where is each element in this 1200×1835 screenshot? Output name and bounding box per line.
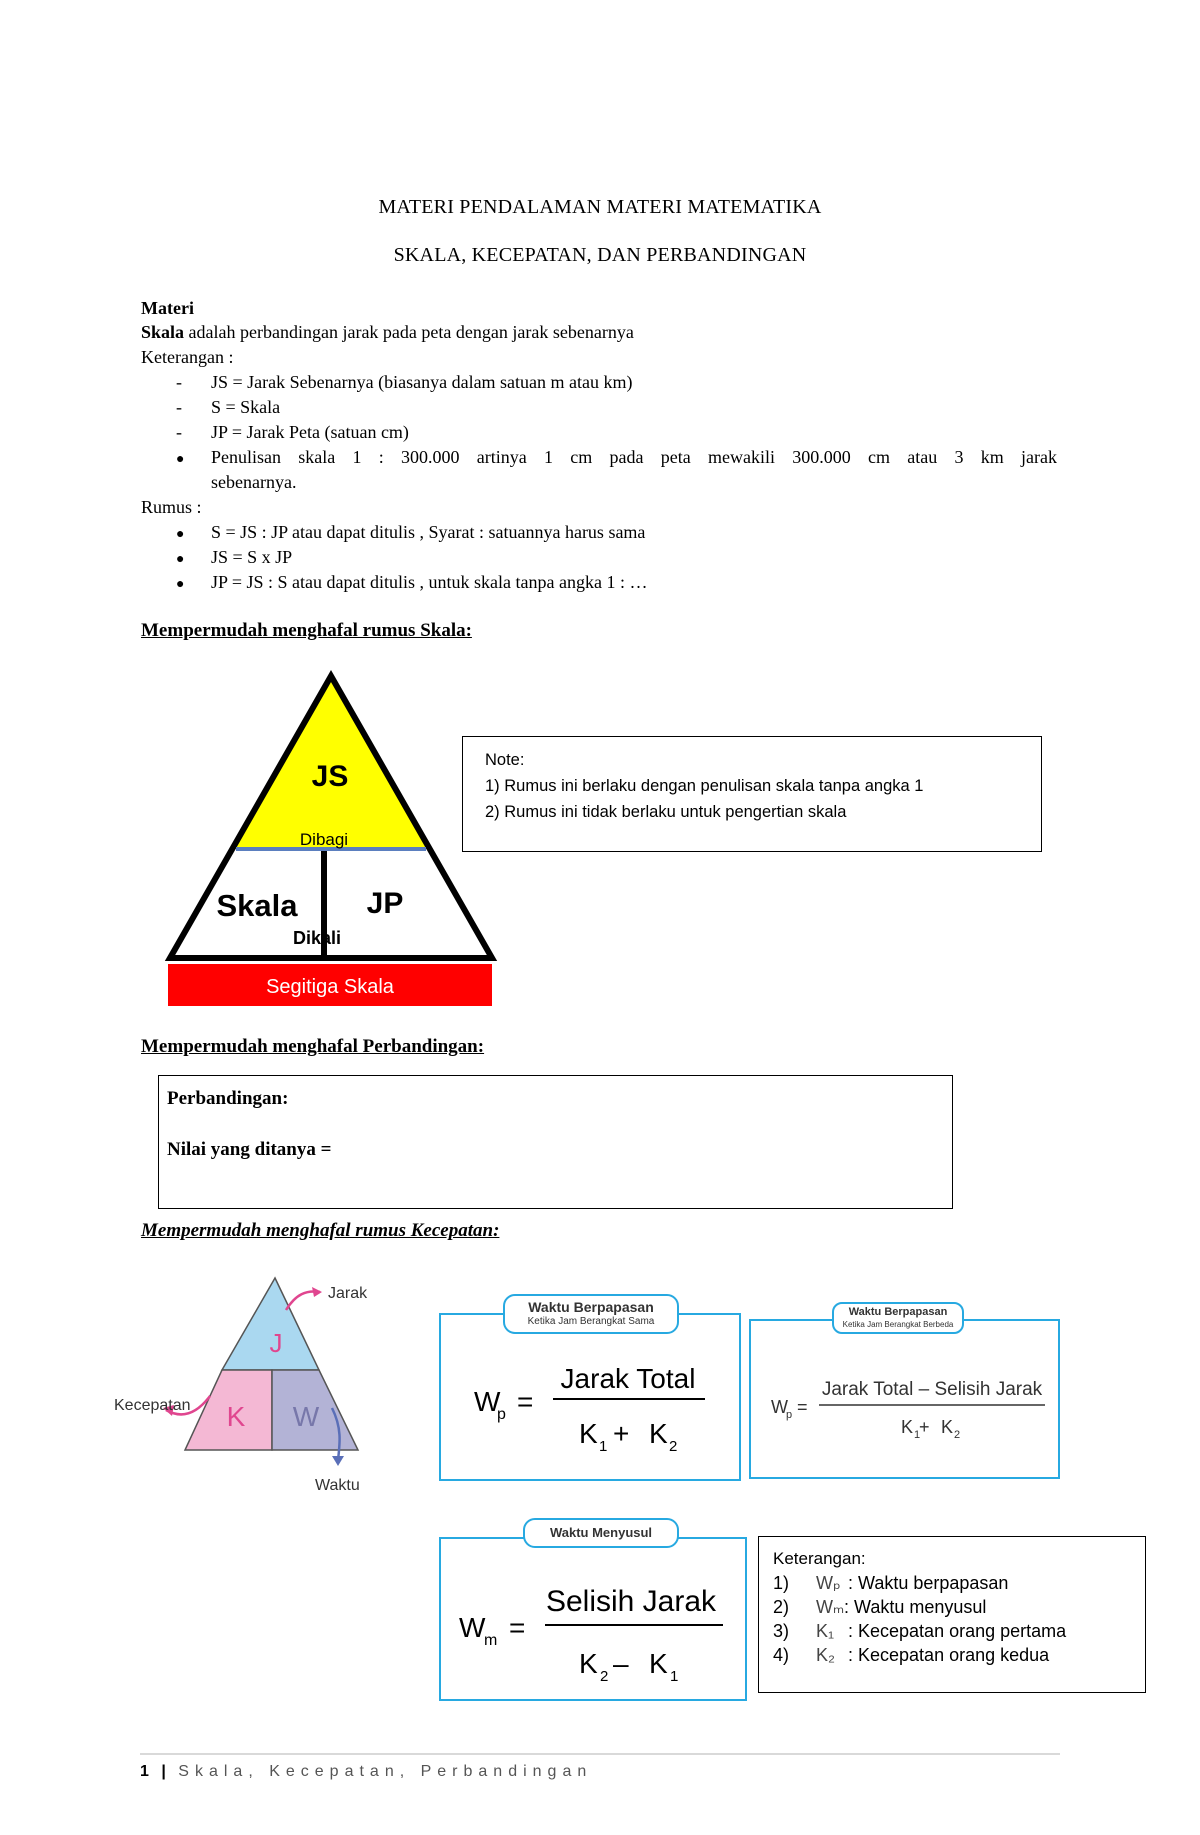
formula-lhs-sub: p: [786, 1409, 793, 1421]
label-kecepatan: Kecepatan: [114, 1397, 191, 1414]
triangle-banner-label: Segitiga Skala: [266, 976, 394, 998]
triangle-label-dikali: Dikali: [292, 928, 342, 948]
bullet-marker: ●: [176, 552, 185, 567]
footer-text: Skala, Kecepatan, Perbandingan: [178, 1763, 593, 1780]
section-heading-skala: Mempermudah menghafal rumus Skala:: [141, 620, 472, 641]
pill-title: Waktu Berpapasan: [528, 1299, 654, 1315]
keterangan-item: 1) Wₚ : Waktu berpapasan: [773, 1573, 1009, 1593]
formula-lhs: W: [474, 1386, 501, 1417]
note-item: 2) Rumus ini tidak berlaku untuk pengertian skala: [485, 803, 847, 821]
formula-pill-menyusul: [523, 1518, 679, 1548]
formula-den-a-sub: 1: [599, 1438, 608, 1455]
triangle-label-w: W: [292, 1401, 320, 1432]
formula-numerator: Jarak Total – Selisih Jarak: [821, 1379, 1043, 1400]
formula-den-a-sub: 2: [600, 1668, 609, 1685]
keterangan-label: Keterangan :: [141, 347, 234, 367]
dash-marker: -: [176, 422, 182, 442]
pill-title: Waktu Menyusul: [549, 1525, 653, 1540]
section-heading-perbandingan: Mempermudah menghafal Perbandingan:: [141, 1036, 485, 1057]
label-jarak: Jarak: [328, 1285, 368, 1302]
perbandingan-line: Nilai yang ditanya =: [167, 1139, 332, 1160]
list-item: [0, 370, 1200, 395]
list-item: [0, 520, 1200, 545]
definition-text: adalah perbandingan jarak pada peta dengan jarak sebenarnya: [184, 322, 634, 342]
rumus-label: Rumus :: [141, 497, 202, 517]
equals-sign: =: [797, 1397, 808, 1417]
formula-den-op: +: [613, 1418, 630, 1449]
equals-sign: =: [509, 1612, 526, 1643]
formula-berpapasan-berbeda: [751, 1321, 1058, 1477]
section-heading-kecepatan: Mempermudah menghafal rumus Kecepatan:: [141, 1220, 500, 1241]
triangle-label-j: J: [269, 1328, 283, 1358]
footer-rule: [140, 1753, 1060, 1755]
keterangan-box: [758, 1536, 1146, 1693]
pill-subtitle: Ketika Jam Berangkat Berbeda: [842, 1320, 954, 1329]
dash-marker: -: [176, 372, 182, 392]
list-item: [0, 545, 1200, 570]
definition-term: Skala: [141, 322, 185, 342]
perbandingan-title: Perbandingan:: [167, 1088, 289, 1109]
skala-definition: [141, 320, 634, 345]
document-subtitle: SKALA, KECEPATAN, DAN PERBANDINGAN: [393, 244, 807, 266]
note-title: Note:: [485, 751, 525, 769]
document-title: MATERI PENDALAMAN MATERI MATEMATIKA: [378, 196, 822, 218]
label-waktu: Waktu: [315, 1477, 360, 1494]
note-line: sebenarnya.: [211, 472, 297, 492]
list-item: [0, 420, 1200, 445]
formula-den-a: K: [579, 1418, 598, 1449]
formula-numerator: Jarak Total: [560, 1363, 696, 1394]
formula-menyusul: [441, 1539, 745, 1699]
list-item: [0, 570, 1200, 595]
triangle-label-js: JS: [311, 760, 349, 793]
list-item-text: S = JS : JP atau dapat ditulis , Syarat : satuannya harus sama: [211, 522, 646, 542]
keterangan-item: 3) K₁ : Kecepatan orang pertama: [773, 1621, 1067, 1641]
formula-den-op: +: [919, 1417, 930, 1437]
formula-pill-berpapasan-berbeda: [832, 1302, 964, 1334]
formula-den-b: K: [649, 1648, 668, 1679]
keterangan-item: 2) Wₘ: Waktu menyusul: [773, 1597, 987, 1617]
arrow-head: [312, 1287, 322, 1297]
list-item: [0, 395, 1200, 420]
footer: [140, 1763, 592, 1781]
keterangan-title: Keterangan:: [773, 1549, 866, 1568]
equals-sign: =: [517, 1386, 534, 1417]
list-item-text: JS = Jarak Sebenarnya (biasanya dalam satuan m atau km): [211, 372, 633, 392]
list-item-text: S = Skala: [211, 397, 281, 417]
formula-den-b: K: [941, 1417, 954, 1437]
formula-den-a-sub: 1: [914, 1429, 921, 1441]
skala-triangle-diagram: [160, 668, 505, 1013]
page-number: 1: [140, 1763, 151, 1780]
note-line: Penulisan skala 1 : 300.000 artinya 1 cm pada peta mewakili 300.000 cm atau 3 km jarak: [211, 447, 1057, 467]
pill-title: Waktu Berpapasan: [848, 1306, 948, 1318]
triangle-label-k: K: [226, 1401, 246, 1432]
formula-den-b-sub: 2: [954, 1429, 961, 1441]
formula-lhs-sub: p: [497, 1406, 506, 1423]
formula-den-b-sub: 2: [669, 1438, 678, 1455]
triangle-label-dibagi: Dibagi: [299, 830, 349, 849]
formula-lhs: W: [459, 1612, 486, 1643]
list-item-text: JP = JS : S atau dapat ditulis , untuk skala tanpa angka 1 : …: [211, 572, 648, 592]
kecepatan-triangle-diagram: [110, 1268, 380, 1508]
formula-box-berpapasan-berbeda: [749, 1319, 1060, 1479]
dash-marker: -: [176, 397, 182, 417]
formula-numerator: Selisih Jarak: [545, 1585, 717, 1618]
list-item-text: JS = S x JP: [211, 547, 293, 567]
footer-separator: |: [161, 1763, 168, 1780]
bullet-marker: ●: [176, 577, 185, 592]
formula-box-berpapasan-sama: [439, 1313, 741, 1481]
materi-heading: Materi: [141, 298, 194, 318]
formula-berpapasan-sama: [441, 1315, 739, 1479]
list-item: [0, 445, 1200, 495]
arrow-head: [332, 1456, 344, 1466]
formula-lhs-sub: m: [484, 1632, 498, 1649]
perbandingan-box: [158, 1075, 953, 1209]
formula-den-b-sub: 1: [670, 1668, 679, 1685]
bullet-marker: ●: [176, 452, 185, 467]
formula-den-a: K: [579, 1648, 598, 1679]
note-box: [462, 736, 1042, 852]
formula-pill-berpapasan-sama: [503, 1294, 679, 1334]
formula-lhs: W: [771, 1397, 788, 1417]
triangle-label-jp: JP: [366, 887, 404, 920]
formula-den-a: K: [901, 1417, 914, 1437]
formula-box-menyusul: [439, 1537, 747, 1701]
keterangan-item: 4) K₂ : Kecepatan orang kedua: [773, 1645, 1050, 1665]
formula-den-b: K: [649, 1418, 668, 1449]
note-item: 1) Rumus ini berlaku dengan penulisan skala tanpa angka 1: [485, 777, 924, 795]
formula-den-op: –: [613, 1648, 629, 1679]
pill-subtitle: Ketika Jam Berangkat Sama: [527, 1316, 655, 1327]
triangle-label-skala: Skala: [216, 888, 298, 923]
bullet-marker: ●: [176, 527, 185, 542]
list-item-text: JP = Jarak Peta (satuan cm): [211, 422, 409, 442]
